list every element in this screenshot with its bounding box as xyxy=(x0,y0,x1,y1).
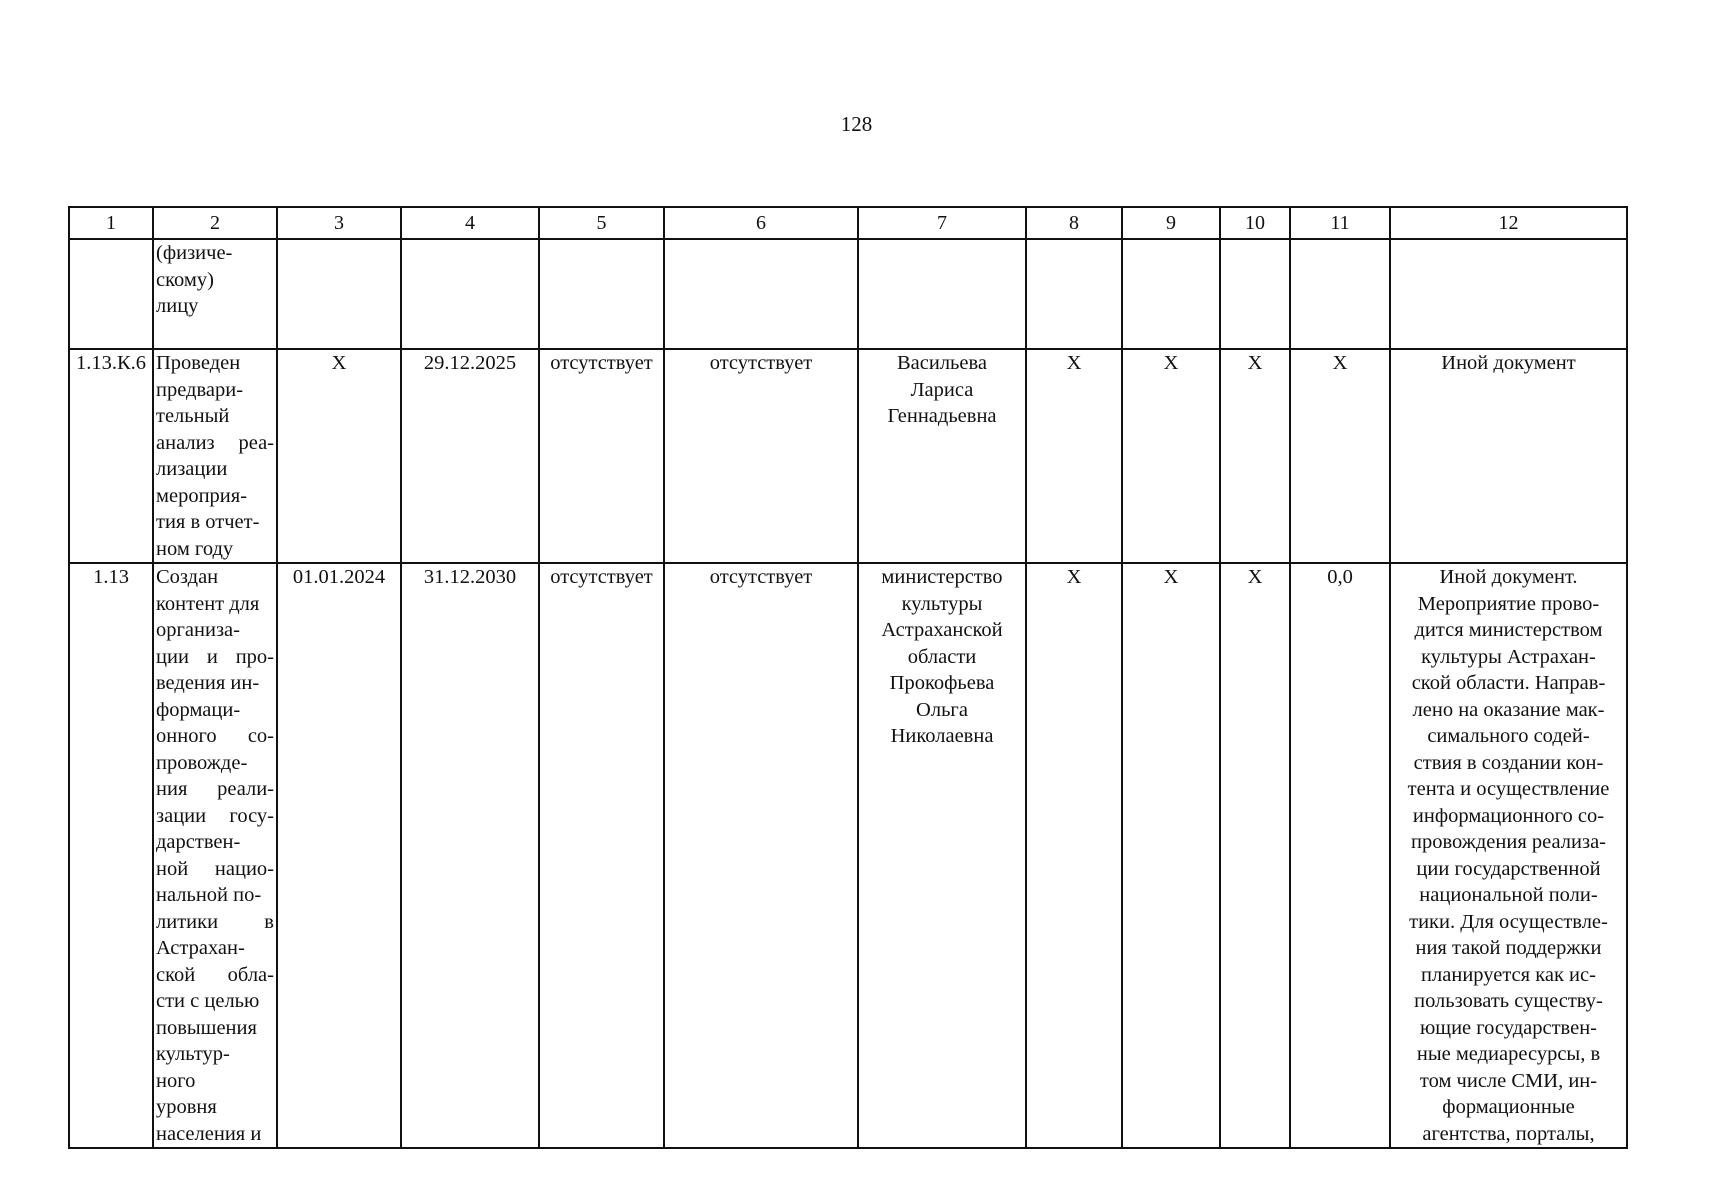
cell-line: Астраханской xyxy=(881,619,1003,641)
cell-line: мероприя- xyxy=(156,484,248,507)
cell-col11: X xyxy=(1290,349,1390,563)
cell-line: ской области. Направ- xyxy=(1411,672,1606,694)
cell-document xyxy=(1390,239,1627,349)
cell-responsible xyxy=(858,349,1026,563)
cell-start-date: 01.01.2024 xyxy=(277,563,401,1148)
cell-line: области xyxy=(907,645,977,668)
cell-col8: X xyxy=(1026,349,1122,563)
cell-line: формаци- xyxy=(156,698,241,721)
cell-col8: X xyxy=(1026,563,1122,1148)
cell-end-date: 29.12.2025 xyxy=(401,349,539,563)
cell-line: Проведен xyxy=(156,352,241,374)
column-header: 4 xyxy=(401,207,539,239)
cell-line: ния такой поддержки xyxy=(1415,937,1602,959)
cell-col6: отсутствует xyxy=(664,349,858,563)
cell-col6 xyxy=(664,239,858,349)
cell-line: ствия в создании кон- xyxy=(1413,751,1604,774)
cell-line: тия в отчет- xyxy=(156,511,260,533)
cell-line: лено на оказание мак- xyxy=(1412,698,1605,721)
cell-line: ного xyxy=(156,1069,196,1092)
cell-col11 xyxy=(1290,239,1390,349)
cell-line: лизации xyxy=(156,458,228,480)
column-header: 9 xyxy=(1122,207,1220,239)
cell-line: Создан xyxy=(156,566,219,588)
cell-line: ской обла- xyxy=(156,963,274,986)
cell-line: ния реали- xyxy=(156,778,274,800)
cell-line: скому) xyxy=(156,268,214,291)
cell-col6: отсутствует xyxy=(664,563,858,1148)
cell-line: ные медиаресурсы, в xyxy=(1416,1043,1601,1065)
column-header: 6 xyxy=(664,207,858,239)
cell-line: предвари- xyxy=(156,378,244,401)
cell-col9 xyxy=(1122,239,1220,349)
cell-line: населения и xyxy=(156,1122,262,1145)
cell-line: Ольга xyxy=(916,698,968,721)
cell-col10: X xyxy=(1220,349,1290,563)
cell-document: Иной документ xyxy=(1390,349,1627,563)
cell-end-date xyxy=(401,239,539,349)
cell-line: ном году xyxy=(156,537,234,560)
cell-line: лицу xyxy=(156,295,199,317)
cell-line: (физиче- xyxy=(156,242,233,264)
cell-name xyxy=(153,563,277,1148)
cell-col10 xyxy=(1220,239,1290,349)
cell-line: Николаевна xyxy=(890,725,994,747)
cell-line: литики в xyxy=(156,910,274,933)
column-header: 10 xyxy=(1220,207,1290,239)
cell-line: Иной документ. xyxy=(1439,566,1578,588)
cell-col9: X xyxy=(1122,349,1220,563)
column-header: 2 xyxy=(153,207,277,239)
cell-line: формационные xyxy=(1442,1096,1575,1118)
cell-line: дится министерством xyxy=(1414,619,1603,641)
cell-line: культуры xyxy=(901,592,983,615)
table-row xyxy=(69,563,1627,1148)
cell-start-date xyxy=(277,239,401,349)
cell-line: тента и осуществление xyxy=(1407,778,1610,800)
column-header: 12 xyxy=(1390,207,1627,239)
cell-line: уровня xyxy=(156,1096,217,1118)
cell-line: ющие государствен- xyxy=(1419,1016,1598,1039)
cell-line: провожде- xyxy=(156,751,248,774)
cell-line: контент для xyxy=(156,592,260,615)
cell-line: сти с целью xyxy=(156,990,260,1012)
cell-responsible xyxy=(858,563,1026,1148)
cell-line: пользовать существу- xyxy=(1414,990,1603,1012)
cell-number xyxy=(69,239,153,349)
cell-line: культур- xyxy=(156,1043,230,1065)
cell-line: провождения реализа- xyxy=(1410,831,1607,853)
cell-line: тельный xyxy=(156,405,230,427)
cell-line: дарствен- xyxy=(156,831,241,853)
column-header: 5 xyxy=(539,207,664,239)
cell-line: ведения ин- xyxy=(156,672,260,694)
cell-line: зации госу- xyxy=(156,804,274,827)
cell-line: Васильева xyxy=(896,352,988,374)
cell-line: том числе СМИ, ин- xyxy=(1419,1069,1598,1092)
cell-col5: отсутствует xyxy=(539,349,664,563)
cell-start-date: X xyxy=(277,349,401,563)
cell-number: 1.13.К.6 xyxy=(69,349,153,563)
cell-line: культуры Астрахан- xyxy=(1421,645,1596,668)
cell-line: Геннадьевна xyxy=(887,405,997,427)
cell-line: анализ реа- xyxy=(156,431,274,454)
cell-name xyxy=(153,239,277,349)
cell-document xyxy=(1390,563,1627,1148)
cell-end-date: 31.12.2030 xyxy=(401,563,539,1148)
column-header: 1 xyxy=(69,207,153,239)
cell-col9: X xyxy=(1122,563,1220,1148)
cell-line: ной нацио- xyxy=(156,857,274,880)
document-table xyxy=(68,206,1628,1149)
table-header-row xyxy=(69,207,1627,239)
cell-line: ции и про- xyxy=(156,645,274,668)
cell-line: нальной по- xyxy=(156,884,262,906)
cell-responsible xyxy=(858,239,1026,349)
column-header: 7 xyxy=(858,207,1026,239)
cell-line: национальной поли- xyxy=(1419,884,1598,906)
cell-line: тики. Для осуществле- xyxy=(1409,910,1608,933)
cell-line: Лариса xyxy=(910,378,974,401)
cell-line: агентства, порталы, xyxy=(1422,1122,1595,1145)
page-number: 128 xyxy=(840,112,873,136)
cell-line: симального содей- xyxy=(1427,725,1590,747)
column-header: 11 xyxy=(1290,207,1390,239)
cell-line: информационного со- xyxy=(1412,804,1605,827)
cell-line: Прокофьева xyxy=(889,672,995,694)
cell-line: планируется как ис- xyxy=(1421,963,1596,986)
cell-number: 1.13 xyxy=(69,563,153,1148)
cell-line: министерство xyxy=(881,566,1003,588)
cell-line: ции государственной xyxy=(1416,857,1601,880)
cell-col11: 0,0 xyxy=(1290,563,1390,1148)
cell-line: организа- xyxy=(156,619,240,641)
column-header: 3 xyxy=(277,207,401,239)
column-header: 8 xyxy=(1026,207,1122,239)
cell-col5: отсутствует xyxy=(539,563,664,1148)
cell-col8 xyxy=(1026,239,1122,349)
cell-col10: X xyxy=(1220,563,1290,1148)
table-row xyxy=(69,239,1627,349)
cell-name xyxy=(153,349,277,563)
cell-line: Мероприятие прово- xyxy=(1417,592,1600,615)
table-row xyxy=(69,349,1627,563)
cell-line: Астрахан- xyxy=(156,937,245,959)
cell-line: онного со- xyxy=(156,725,274,747)
cell-col5 xyxy=(539,239,664,349)
cell-line: повышения xyxy=(156,1016,257,1039)
